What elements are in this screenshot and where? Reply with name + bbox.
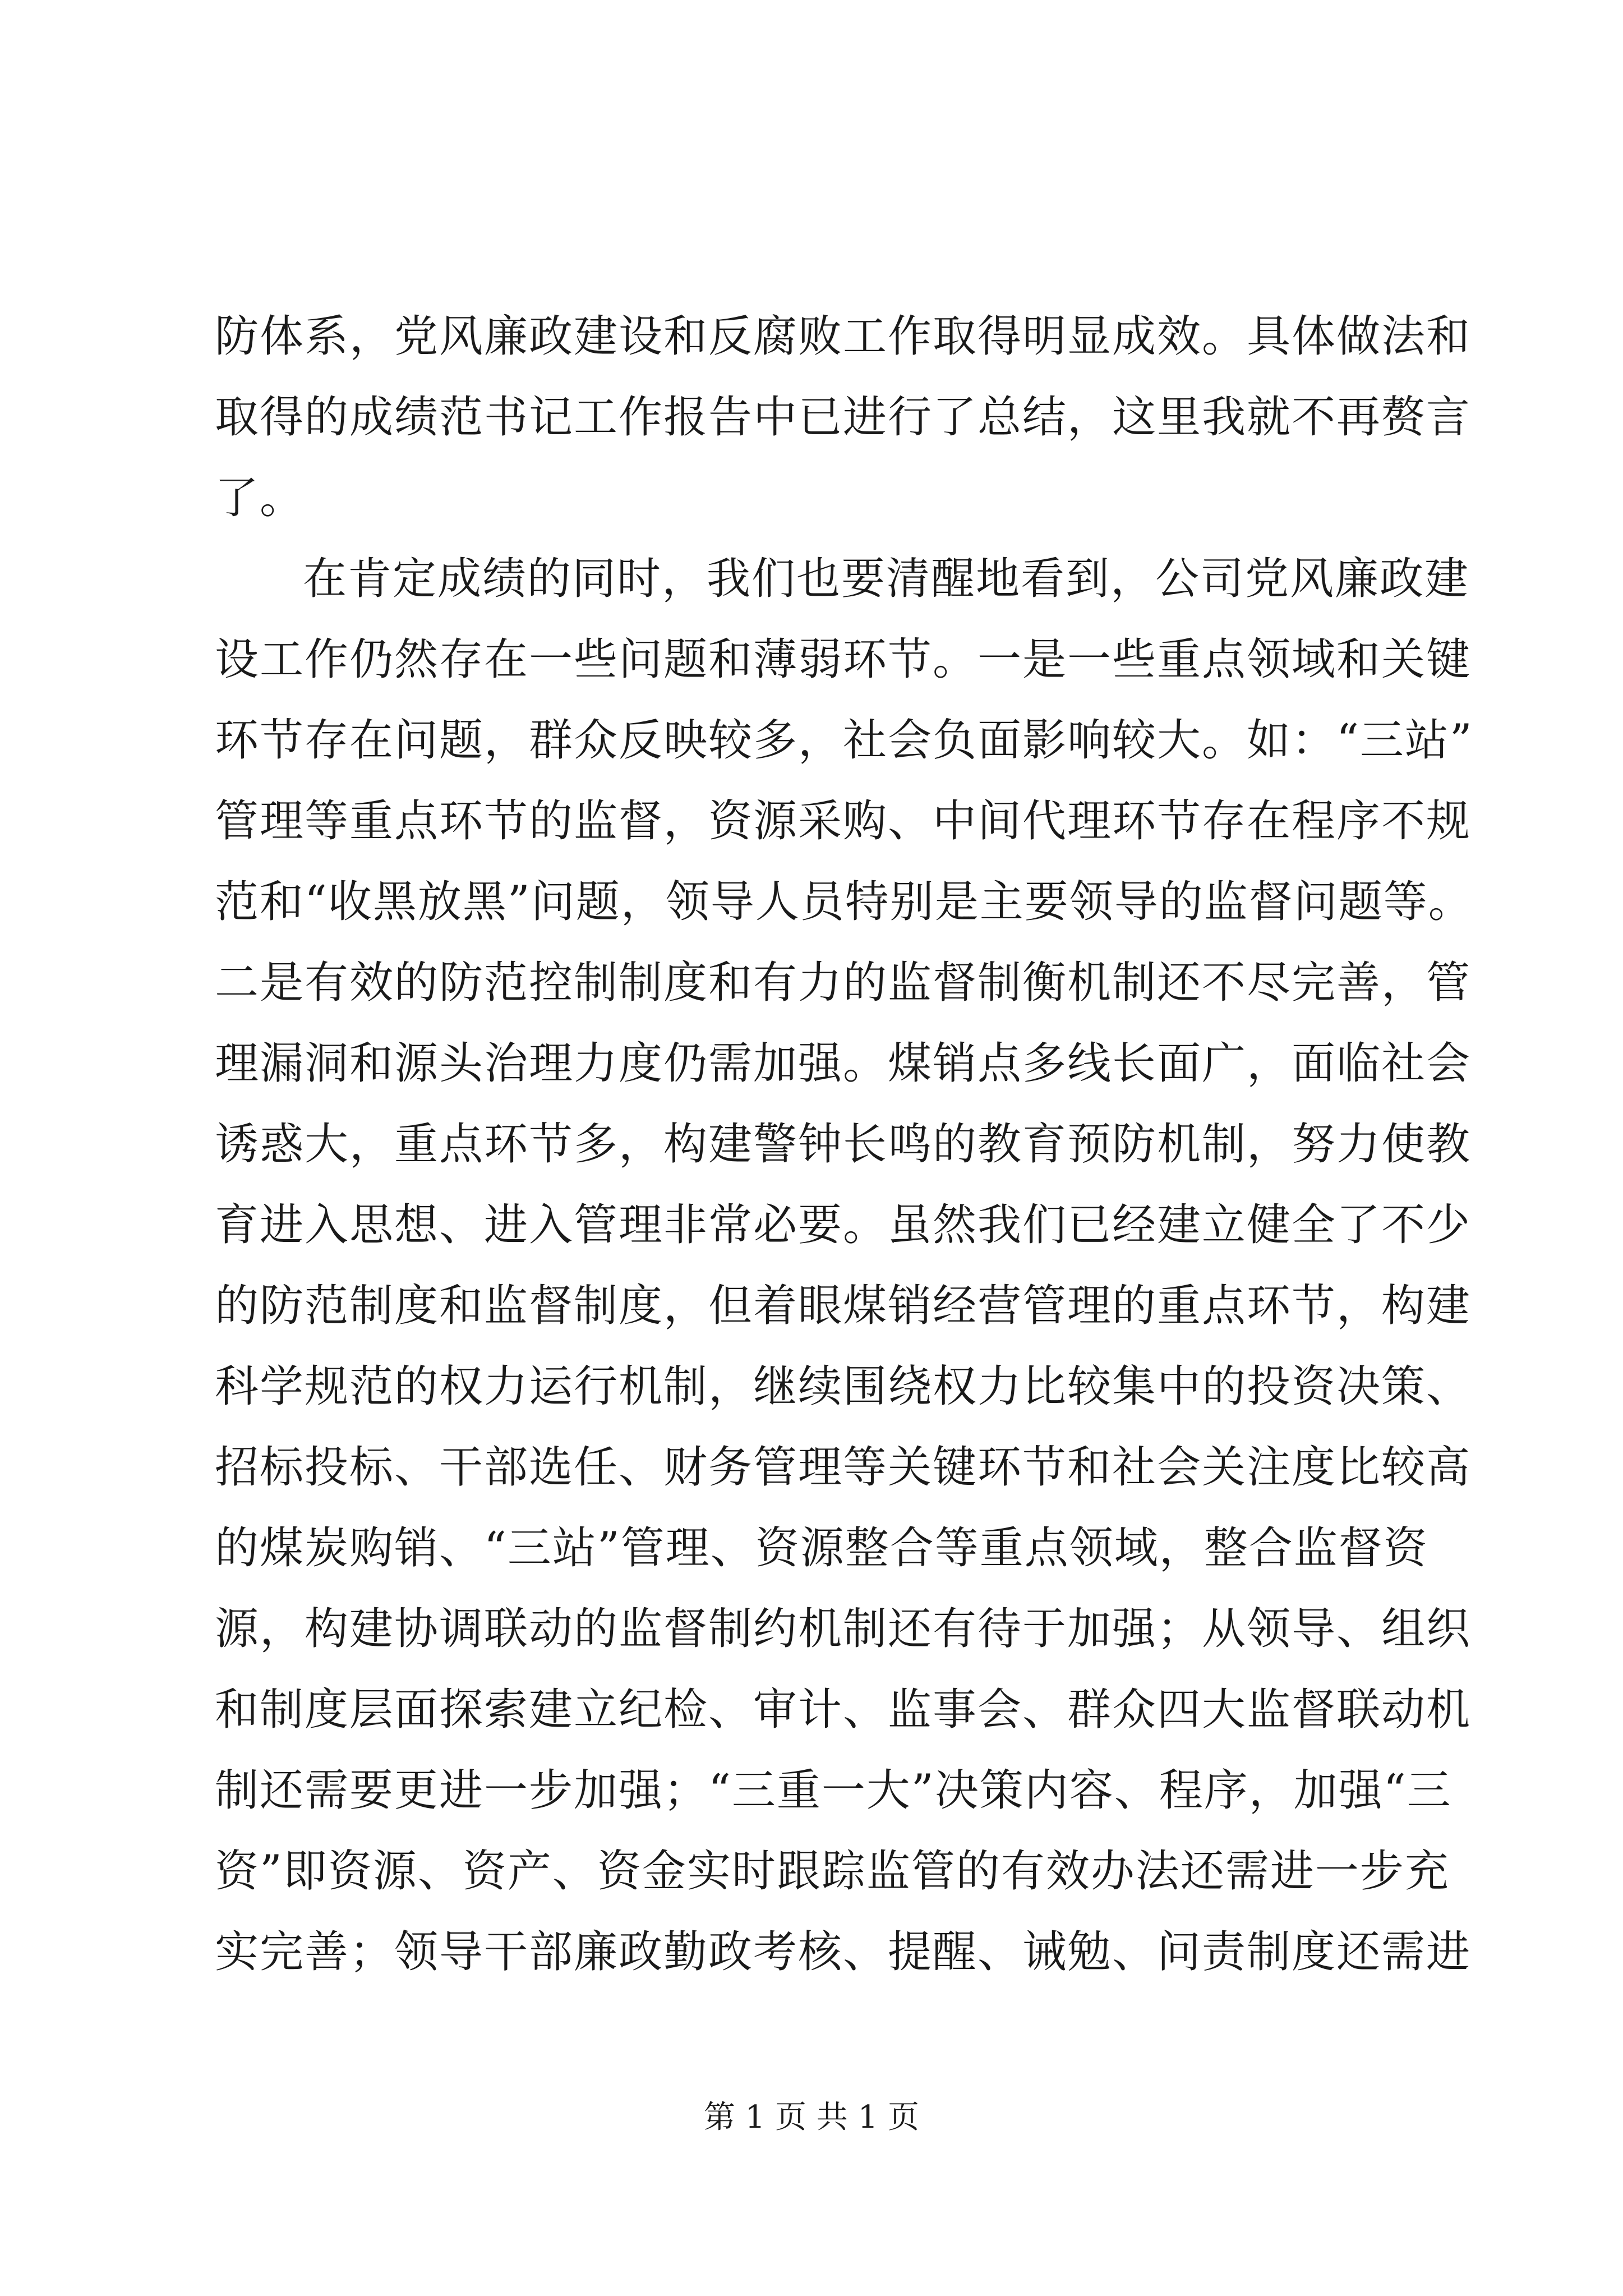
page-footer: 第 1 页 共 1 页 [703, 2099, 920, 2136]
text-line: 招标投标、干部选任、财务管理等关键环节和社会关注度比较高 [215, 1442, 1472, 1493]
text-line: 管理等重点环节的监督，资源采购、中间代理环节存在程序不规 [215, 796, 1472, 846]
text-line: 制还需要更进一步加强；“三重一大”决策内容、程序，加强“三 [215, 1765, 1452, 1816]
text-line: 二是有效的防范控制制度和有力的监督制衡机制还不尽完善，管 [215, 958, 1472, 1008]
text-line: 资”即资源、资产、资金实时跟踪监管的有效办法还需进一步充 [215, 1846, 1450, 1897]
text-line: 防体系，党风廉政建设和反腐败工作取得明显成效。具体做法和 [215, 311, 1472, 362]
text-line: 的防范制度和监督制度，但着眼煤销经营管理的重点环节，构建 [215, 1281, 1472, 1331]
text-line: 理漏洞和源头治理力度仍需加强。煤销点多线长面广，面临社会 [215, 1038, 1472, 1089]
text-line: 范和“收黑放黑”问题，领导人员特别是主要领导的监督问题等。 [215, 877, 1473, 927]
text-line: 实完善；领导干部廉政勤政考核、提醒、诫勉、问责制度还需进 [215, 1927, 1472, 1977]
paragraph-first-line: 在肯定成绩的同时，我们也要清醒地看到，公司党风廉政建 [303, 554, 1470, 604]
text-line: 的煤炭购销、“三站”管理、资源整合等重点领域，整合监督资 [215, 1523, 1428, 1573]
text-line: 科学规范的权力运行机制，继续围绕权力比较集中的投资决策、 [215, 1361, 1472, 1412]
text-line: 设工作仍然存在一些问题和薄弱环节。一是一些重点领域和关键 [215, 634, 1472, 685]
text-line: 和制度层面探索建立纪检、审计、监事会、群众四大监督联动机 [215, 1685, 1472, 1735]
text-line: 了。 [215, 473, 305, 523]
text-line: 诱惑大，重点环节多，构建警钟长鸣的教育预防机制，努力使教 [215, 1119, 1472, 1170]
text-line: 育进入思想、进入管理非常必要。虽然我们已经建立健全了不少 [215, 1200, 1472, 1250]
text-line: 取得的成绩范书记工作报告中已进行了总结，这里我就不再赘言 [215, 392, 1472, 443]
text-line: 环节存在问题，群众反映较多，社会负面影响较大。如：“三站” [215, 715, 1473, 766]
text-line: 源，构建协调联动的监督制约机制还有待于加强；从领导、组织 [215, 1604, 1472, 1654]
